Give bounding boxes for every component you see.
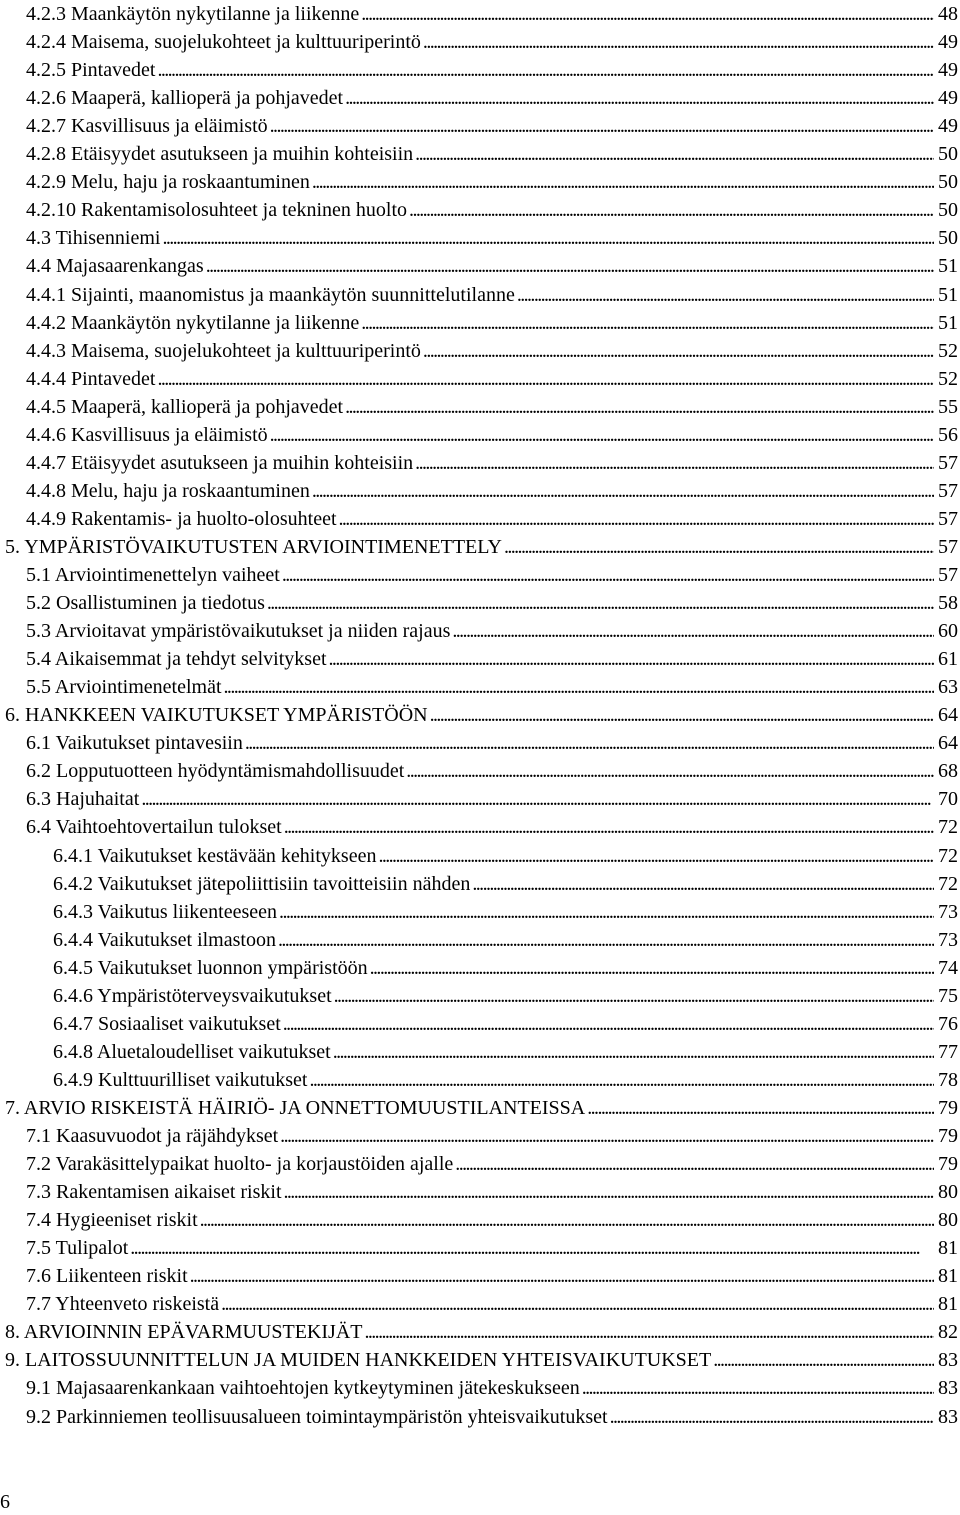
toc-entry-title: 4.2.3 Maankäytön nykytilanne ja liikenne [26, 3, 360, 25]
toc-entry-title: 4.4.4 Pintavedet [26, 367, 156, 390]
toc-entry-title: 4.2.9 Melu, haju ja roskaantuminen [26, 171, 310, 194]
toc-entry[interactable] [26, 28, 958, 56]
toc-entry-title: 6.4.6 Ympäristöterveysvaikutukset [53, 984, 332, 1007]
toc-entry-page: 56 [938, 423, 958, 446]
toc-entry-title: 7.7 Yhteenveto riskeistä [26, 1293, 220, 1316]
toc-entry-page: 76 [938, 1012, 958, 1035]
toc-entry[interactable] [5, 1318, 958, 1346]
toc-entry-title: 4.4.6 Kasvillisuus ja eläimistö [26, 423, 268, 446]
toc-entry[interactable] [26, 252, 958, 280]
toc-entry[interactable] [26, 1178, 958, 1206]
toc-entry[interactable] [26, 813, 958, 841]
toc-entry-page: 80 [938, 1209, 958, 1232]
toc-dot-leader [423, 337, 934, 365]
toc-dot-leader [378, 842, 934, 870]
toc-entry[interactable] [53, 842, 958, 870]
page-number: 6 [0, 1491, 10, 1513]
toc-dot-leader [267, 589, 934, 617]
toc-entry-title: 7.4 Hygieeniset riskit [26, 1209, 198, 1232]
toc-entry[interactable] [26, 281, 958, 309]
toc-dot-leader [279, 898, 934, 926]
toc-dot-leader [345, 84, 934, 112]
toc-entry[interactable] [5, 701, 958, 729]
toc-dot-leader [504, 533, 934, 561]
toc-entry[interactable] [53, 982, 958, 1010]
toc-dot-leader [582, 1374, 934, 1402]
toc-entry[interactable] [53, 1010, 958, 1038]
toc-dot-leader [517, 281, 934, 309]
toc-dot-leader [162, 224, 934, 252]
toc-dot-leader [345, 393, 934, 421]
toc-entry-title: 5.4 Aikaisemmat ja tehdyt selvitykset [26, 648, 327, 671]
toc-entry[interactable] [53, 954, 958, 982]
toc-entry-title: 6.1 Vaikutukset pintavesiin [26, 732, 243, 755]
toc-dot-leader [157, 365, 934, 393]
toc-dot-leader [224, 673, 934, 701]
toc-dot-leader [157, 56, 934, 84]
toc-entry-title: 6.4.7 Sosiaaliset vaikutukset [53, 1012, 281, 1035]
toc-entry-page: 83 [938, 1405, 958, 1428]
toc-entry[interactable] [53, 1038, 958, 1066]
toc-entry-title: 7.2 Varakäsittelypaikat huolto- ja korjaustöiden ajalle [26, 1153, 454, 1176]
toc-dot-leader [284, 813, 934, 841]
toc-entry[interactable] [26, 1122, 958, 1150]
toc-dot-leader [423, 28, 934, 56]
toc-entry-page: 50 [938, 143, 958, 166]
toc-entry-page: 49 [938, 59, 958, 82]
toc-dot-leader [283, 1010, 934, 1038]
toc-entry[interactable] [5, 1346, 958, 1374]
toc-entry-title: 4.4.2 Maankäytön nykytilanne ja liikenne [26, 311, 360, 334]
toc-entry-page: 63 [938, 676, 958, 699]
toc-entry[interactable] [26, 365, 958, 393]
toc-entry-title: 4.2.8 Etäisyydet asutukseen ja muihin kohteisiin [26, 143, 414, 166]
toc-dot-leader [206, 252, 934, 280]
toc-entry[interactable] [26, 112, 958, 140]
toc-dot-leader [278, 926, 934, 954]
toc-dot-leader [415, 140, 934, 168]
toc-entry[interactable] [26, 505, 958, 533]
toc-entry-page: 52 [938, 339, 958, 362]
toc-entry-page: 61 [938, 648, 958, 671]
toc-entry-page: 68 [938, 760, 958, 783]
toc-entry-title: 4.2.7 Kasvillisuus ja eläimistö [26, 115, 268, 138]
toc-dot-leader [334, 982, 934, 1010]
toc-entry-title: 7.1 Kaasuvuodot ja räjähdykset [26, 1125, 279, 1147]
toc-entry-page: 49 [938, 115, 958, 138]
toc-entry-page: 64 [938, 704, 958, 727]
toc-entry[interactable] [26, 729, 958, 757]
toc-entry-title: 6.4.1 Vaikutukset kestävään kehitykseen [53, 844, 377, 867]
toc-dot-leader [333, 1038, 934, 1066]
toc-entry[interactable] [26, 785, 958, 813]
toc-entry-title: 7.3 Rakentamisen aikaiset riskit [26, 1181, 282, 1204]
toc-entry-title: 6.4.2 Vaikutukset jätepoliittisiin tavoitteisiin nähden [53, 872, 471, 895]
toc-entry[interactable] [26, 449, 958, 477]
toc-entry[interactable] [26, 561, 958, 589]
toc-entry-page: 75 [938, 984, 958, 1007]
toc-entry-title: 6.4.3 Vaikutus liikenteeseen [53, 900, 278, 923]
toc-entry-title: 4.4.9 Rakentamis- ja huolto-olosuhteet [26, 507, 337, 530]
toc-entry[interactable] [5, 1094, 958, 1122]
toc-entry[interactable] [26, 337, 958, 365]
toc-entry-page: 51 [938, 255, 958, 278]
toc-entry[interactable] [26, 1150, 958, 1178]
toc-entry[interactable] [26, 421, 958, 449]
toc-entry-page: 55 [938, 395, 958, 418]
toc-entry-page: 77 [938, 1040, 958, 1063]
toc-entry-page: 72 [938, 872, 958, 895]
toc-entry-page: 50 [938, 171, 958, 194]
toc-dot-leader [282, 561, 934, 589]
toc-entry-title: 6.4.8 Aluetaloudelliset vaikutukset [53, 1040, 331, 1063]
toc-dot-leader [430, 701, 934, 729]
toc-entry[interactable] [26, 1403, 958, 1431]
toc-entry-title: 6. HANKKEEN VAIKUTUKSET YMPÄRISTÖÖN [5, 704, 428, 727]
toc-dot-leader [309, 1066, 934, 1094]
toc-entry-page: 72 [938, 844, 958, 867]
toc-entry-page: 57 [938, 507, 958, 530]
toc-entry[interactable] [26, 645, 958, 673]
toc-entry-page: 52 [938, 367, 958, 390]
toc-entry[interactable] [26, 84, 958, 112]
toc-entry-page: 57 [938, 451, 958, 474]
toc-entry[interactable] [26, 1206, 958, 1234]
toc-entry-title: 6.2 Lopputuotteen hyödyntämismahdollisuudet [26, 760, 405, 783]
toc-entry-page: 57 [938, 564, 958, 586]
toc-entry-page: 81 [938, 1265, 958, 1288]
toc-entry-page: 50 [938, 199, 958, 222]
toc-entry-title: 4.4.7 Etäisyydet asutukseen ja muihin kohteisiin [26, 451, 414, 474]
toc-entry-title: 9.1 Majasaarenkankaan vaihtoehtojen kytkeytyminen jätekeskukseen [26, 1377, 580, 1400]
toc-entry[interactable] [53, 898, 958, 926]
toc-entry-page: 83 [938, 1377, 958, 1400]
toc-entry-title: 7. ARVIO RISKEISTÄ HÄIRIÖ- JA ONNETTOMUUSTILANTEISSA [5, 1096, 586, 1119]
toc-entry-title: 4.2.5 Pintavedet [26, 59, 156, 82]
toc-entry[interactable] [26, 617, 958, 645]
toc-dot-leader [245, 729, 934, 757]
toc-entry[interactable] [26, 224, 958, 252]
toc-entry-page: 49 [938, 31, 958, 54]
toc-dot-leader [415, 449, 934, 477]
toc-dot-leader [713, 1346, 934, 1374]
toc-entry[interactable] [26, 393, 958, 421]
toc-entry[interactable] [53, 870, 958, 898]
toc-dot-leader [587, 1094, 934, 1122]
toc-entry-page: 73 [938, 928, 958, 951]
toc-entry[interactable] [26, 589, 958, 617]
toc-entry-title: 4.4.3 Maisema, suojelukohteet ja kulttuuriperintö [26, 339, 421, 362]
toc-entry-page: 73 [938, 900, 958, 923]
toc-dot-leader [270, 112, 934, 140]
toc-entry-title: 6.4.9 Kulttuurilliset vaikutukset [53, 1068, 308, 1091]
toc-entry-title: 4.4.8 Melu, haju ja roskaantuminen [26, 479, 310, 502]
toc-entry[interactable] [26, 757, 958, 785]
toc-dot-leader [452, 617, 934, 645]
toc-dot-leader [130, 1234, 934, 1262]
toc-entry-page: 60 [938, 620, 958, 643]
toc-entry-page: 57 [938, 535, 958, 558]
toc-dot-leader [455, 1150, 934, 1178]
toc-entry-page: 51 [938, 311, 958, 334]
toc-entry-title: 9.2 Parkinniemen teollisuusalueen toimintaympäristön yhteisvaikutukset [26, 1405, 608, 1428]
toc-entry-title: 6.4 Vaihtoehtovertailun tulokset [26, 816, 282, 839]
toc-entry-page: 81 [938, 1293, 958, 1316]
toc-entry[interactable] [5, 533, 958, 561]
toc-entry-page: 58 [938, 592, 958, 615]
toc-entry-title: 6.4.5 Vaikutukset luonnon ympäristöön [53, 956, 368, 979]
toc-entry-page: 70 [938, 788, 958, 811]
toc-dot-leader [370, 954, 934, 982]
toc-entry[interactable] [26, 1234, 958, 1262]
toc-entry[interactable] [53, 1066, 958, 1094]
toc-entry-page: 51 [938, 283, 958, 306]
toc-entry[interactable] [26, 309, 958, 337]
toc-entry[interactable] [53, 926, 958, 954]
toc-entry[interactable] [26, 168, 958, 196]
toc-entry-page: 57 [938, 479, 958, 502]
toc-dot-leader [472, 870, 934, 898]
toc-entry-title: 6.3 Hajuhaitat [26, 788, 140, 811]
toc-entry-page: 48 [938, 3, 958, 25]
toc-dot-leader [610, 1403, 934, 1431]
toc-entry[interactable] [26, 673, 958, 701]
toc-entry-page: 64 [938, 732, 958, 755]
toc-entry-page: 79 [938, 1096, 958, 1119]
toc-dot-leader [284, 1178, 935, 1206]
toc-entry[interactable] [26, 1374, 958, 1402]
toc-dot-leader [270, 421, 934, 449]
toc-entry-title: 6.4.4 Vaikutukset ilmastoon [53, 928, 276, 951]
toc-entry-page: 81 [938, 1237, 958, 1260]
toc-entry-title: 5.5 Arviointimenetelmät [26, 676, 222, 699]
toc-entry-page: 78 [938, 1068, 958, 1091]
toc-entry-title: 5.1 Arviointimenettelyn vaiheet [26, 564, 280, 586]
toc-entry-title: 4.4.1 Sijainti, maanomistus ja maankäytön suunnittelutilanne [26, 283, 515, 306]
toc-entry-title: 5. YMPÄRISTÖVAIKUTUSTEN ARVIOINTIMENETTELY [5, 535, 502, 558]
toc-dot-leader [361, 309, 934, 337]
toc-dot-leader [200, 1206, 934, 1234]
toc-dot-leader [409, 196, 934, 224]
toc-entry-title: 4.2.4 Maisema, suojelukohteet ja kulttuuriperintö [26, 31, 421, 54]
toc-dot-leader [141, 785, 934, 813]
toc-entry-page: 80 [938, 1181, 958, 1204]
toc-dot-leader [361, 0, 934, 28]
toc-entry-page: 72 [938, 816, 958, 839]
toc-entry-page: 82 [938, 1321, 958, 1344]
toc-entry-page: 74 [938, 956, 958, 979]
toc-dot-leader [190, 1262, 934, 1290]
toc-entry-page: 49 [938, 87, 958, 110]
toc-entry[interactable] [26, 1290, 958, 1318]
toc-dot-leader [329, 645, 934, 673]
toc-entry-page: 79 [938, 1125, 958, 1147]
toc-entry[interactable] [26, 477, 958, 505]
toc-entry-page: 50 [938, 227, 958, 250]
toc-dot-leader [312, 168, 934, 196]
toc-entry[interactable] [26, 0, 958, 28]
toc-dot-leader [406, 757, 934, 785]
toc-entry-page: 83 [938, 1349, 958, 1372]
toc-entry-title: 4.2.10 Rakentamisolosuhteet ja tekninen huolto [26, 199, 408, 222]
toc-entry-page: 79 [938, 1153, 958, 1176]
toc-entry-title: 4.3 Tihisenniemi [26, 227, 161, 250]
toc-entry-title: 4.4 Majasaarenkangas [26, 255, 204, 278]
toc-entry-title: 5.2 Osallistuminen ja tiedotus [26, 592, 265, 615]
toc-entry-title: 7.6 Liikenteen riskit [26, 1265, 188, 1288]
toc-dot-leader [221, 1290, 934, 1318]
toc-entry-title: 8. ARVIOINNIN EPÄVARMUUSTEKIJÄT [5, 1321, 363, 1344]
toc-entry-title: 7.5 Tulipalot [26, 1237, 129, 1260]
toc-dot-leader [339, 505, 935, 533]
toc-entry[interactable] [26, 1262, 958, 1290]
toc-entry[interactable] [26, 140, 958, 168]
toc-entry-title: 4.4.5 Maaperä, kallioperä ja pohjavedet [26, 395, 344, 418]
toc-entry-title: 5.3 Arvioitavat ympäristövaikutukset ja niiden rajaus [26, 620, 451, 643]
toc-entry-title: 4.2.6 Maaperä, kallioperä ja pohjavedet [26, 87, 344, 110]
toc-entry-title: 9. LAITOSSUUNNITTELUN JA MUIDEN HANKKEIDEN YHTEISVAIKUTUKSET [5, 1349, 712, 1372]
toc-dot-leader [364, 1318, 934, 1346]
toc-dot-leader [280, 1122, 934, 1150]
toc-entry[interactable] [26, 56, 958, 84]
toc-entry[interactable] [26, 196, 958, 224]
toc-dot-leader [312, 477, 934, 505]
